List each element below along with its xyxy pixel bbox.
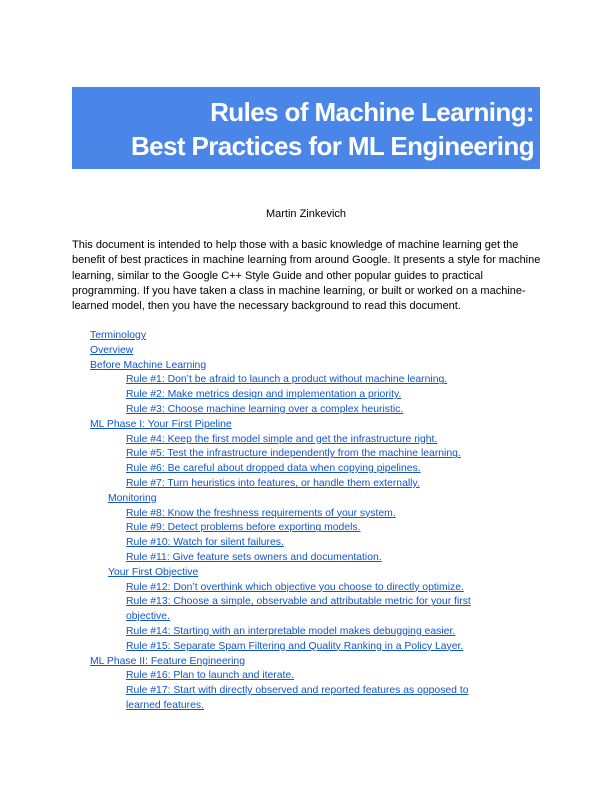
toc-link[interactable]: ML Phase II: Feature Engineering: [90, 655, 245, 667]
toc-link[interactable]: Rule #15: Separate Spam Filtering and Quality Ranking in a Policy Layer.: [126, 640, 464, 652]
toc-link[interactable]: Terminology: [90, 330, 147, 341]
title-banner: [72, 87, 540, 169]
toc-item: [0, 388, 506, 403]
toc-link[interactable]: Rule #1: Don’t be afraid to launch a product without machine learning.: [126, 374, 448, 386]
toc-link[interactable]: Rule #12: Don’t overthink which objective you choose to directly optimize.: [126, 581, 464, 593]
toc-item: [0, 462, 506, 477]
toc-link[interactable]: Overview: [90, 344, 134, 356]
toc-item: [0, 595, 506, 625]
toc-link[interactable]: Rule #16: Plan to launch and iterate.: [126, 670, 295, 682]
intro-paragraph: This document is intended to help those with a basic knowledge of machine learning get the benefit of best practices in machine learning from around Google. It presents a style for machine learning, similar to the Google C++ Style Guide and other popular guides to practical programming. If you have taken a class in machine learning, or built or worked on a machine-learned model, then you have the necessary background to read this document.: [72, 239, 541, 313]
toc-item: [0, 447, 506, 462]
toc-item: [0, 669, 506, 684]
toc-item: [0, 536, 506, 551]
toc-item: [0, 344, 612, 359]
toc-item: [0, 359, 612, 374]
toc-link[interactable]: Rule #10: Watch for silent failures.: [126, 537, 284, 549]
toc-item: [0, 521, 506, 536]
toc-link[interactable]: Rule #2: Make metrics design and implementation a priority.: [126, 389, 402, 401]
toc-item: [0, 551, 506, 566]
toc-link[interactable]: Rule #13: Choose a simple, observable and attributable metric for your first objective.: [126, 596, 471, 623]
toc-item: [0, 566, 612, 581]
toc-link[interactable]: ML Phase I: Your First Pipeline: [90, 418, 232, 430]
toc-link[interactable]: Rule #8: Know the freshness requirements of your system.: [126, 507, 396, 519]
table-of-contents: [0, 329, 612, 714]
toc-item: [0, 403, 506, 418]
toc-item: [0, 418, 612, 433]
toc-item: [0, 477, 506, 492]
toc-item: [0, 433, 506, 448]
toc-link[interactable]: Rule #9: Detect problems before exporting models.: [126, 522, 361, 534]
title-line-1: Rules of Machine Learning:: [210, 97, 534, 127]
toc-item: [0, 581, 506, 596]
toc-item: [0, 625, 506, 640]
author-name: Martin Zinkevich: [265, 208, 347, 220]
toc-link[interactable]: Rule #17: Start with directly observed and reported features as opposed to learned features.: [126, 685, 469, 711]
toc-link[interactable]: Rule #11: Give feature sets owners and documentation.: [126, 551, 382, 563]
toc-item: [0, 507, 506, 522]
toc-link[interactable]: Rule #5: Test the infrastructure independently from the machine learning.: [126, 448, 461, 460]
toc-link[interactable]: Rule #6: Be careful about dropped data when copying pipelines.: [126, 463, 421, 475]
toc-link[interactable]: Rule #7: Turn heuristics into features, or handle them externally.: [126, 477, 420, 489]
toc-link[interactable]: Rule #4: Keep the first model simple and get the infrastructure right.: [126, 433, 438, 445]
toc-item: [0, 684, 506, 714]
toc-link[interactable]: Before Machine Learning: [90, 359, 207, 371]
toc-link[interactable]: Monitoring: [108, 492, 157, 504]
toc-link[interactable]: Your First Objective: [108, 566, 199, 578]
toc-item: [0, 655, 612, 670]
title-line-2: Best Practices for ML Engineering: [130, 131, 534, 161]
toc-item: [0, 492, 612, 507]
toc-link[interactable]: Rule #14: Starting with an interpretable model makes debugging easier.: [126, 625, 456, 637]
toc-item: [0, 329, 612, 344]
toc-link[interactable]: Rule #3: Choose machine learning over a complex heuristic.: [126, 403, 404, 415]
toc-item: [0, 640, 506, 655]
toc-item: [0, 373, 506, 388]
